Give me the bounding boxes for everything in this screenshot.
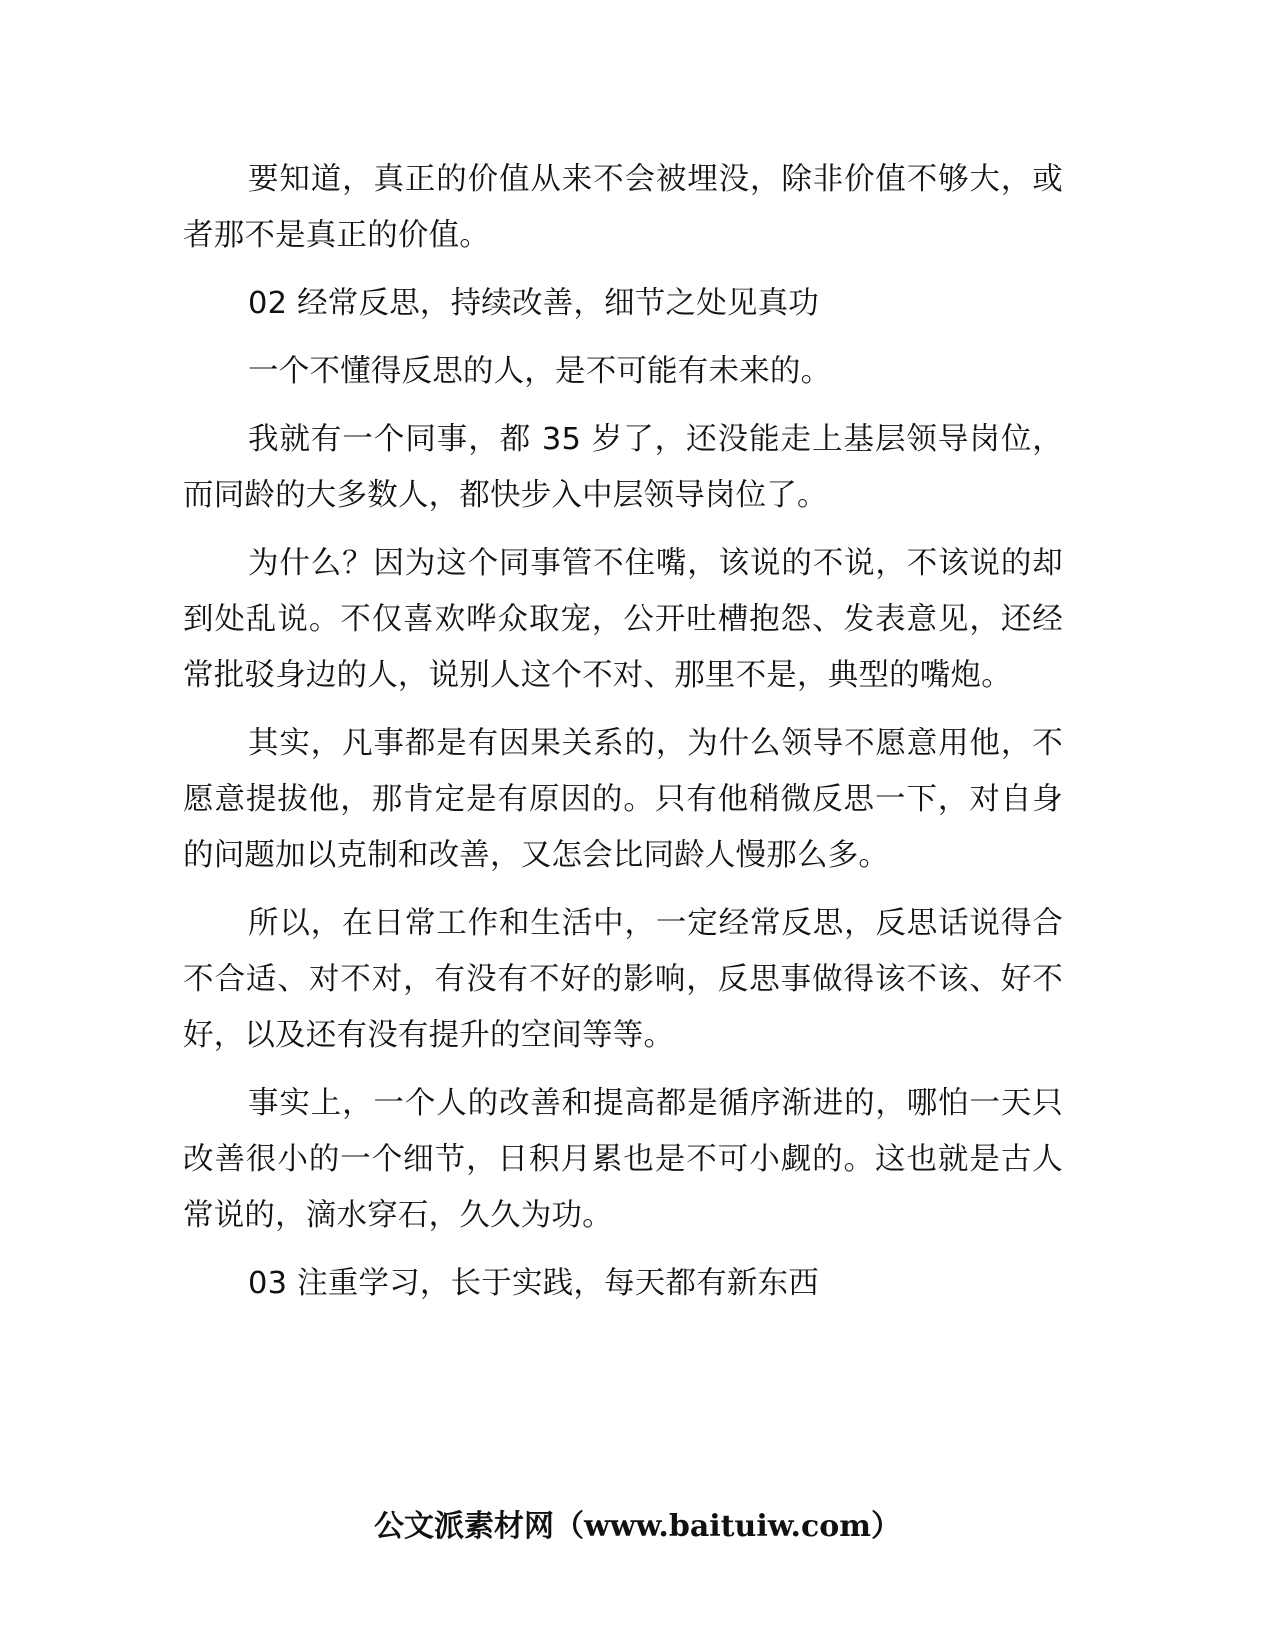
body-text [183, 152, 1063, 1324]
section-heading-02: 02 经常反思，持续改善，细节之处见真功 [248, 286, 820, 321]
paragraph-value-statement: 要知道，真正的价值从来不会被埋没，除非价值不够大，或者那不是真正的价值。 [183, 162, 1063, 253]
section-heading-03: 03 注重学习，长于实践，每天都有新东西 [248, 1266, 820, 1301]
paragraph-gradual-improvement: 事实上，一个人的改善和提高都是循序渐进的，哪怕一天只改善很小的一个细节，日积月累也是不可小觑的。这也就是古人常说的，滴水穿石，久久为功。 [183, 1086, 1063, 1233]
paragraph-why-reason: 为什么？因为这个同事管不住嘴，该说的不说，不该说的却到处乱说。不仅喜欢哗众取宠，公开吐槽抱怨、发表意见，还经常批驳身边的人，说别人这个不对、那里不是，典型的嘴炮。 [183, 546, 1063, 693]
footer-source: 公文派素材网（www.baituiw.com） [373, 1509, 902, 1544]
paragraph-daily-reflection: 所以，在日常工作和生活中，一定经常反思，反思话说得合不合适、对不对，有没有不好的影响，反思事做得该不该、好不好，以及还有没有提升的空间等等。 [183, 906, 1063, 1053]
paragraph-colleague-example: 我就有一个同事，都 35 岁了，还没能走上基层领导岗位，而同龄的大多数人，都快步入中层领导岗位了。 [183, 422, 1063, 513]
paragraph-cause-effect: 其实，凡事都是有因果关系的，为什么领导不愿意用他，不愿意提拔他，那肯定是有原因的。只有他稍微反思一下，对自身的问题加以克制和改善，又怎会比同龄人慢那么多。 [183, 726, 1063, 873]
paragraph-reflection-intro: 一个不懂得反思的人，是不可能有未来的。 [248, 354, 832, 389]
